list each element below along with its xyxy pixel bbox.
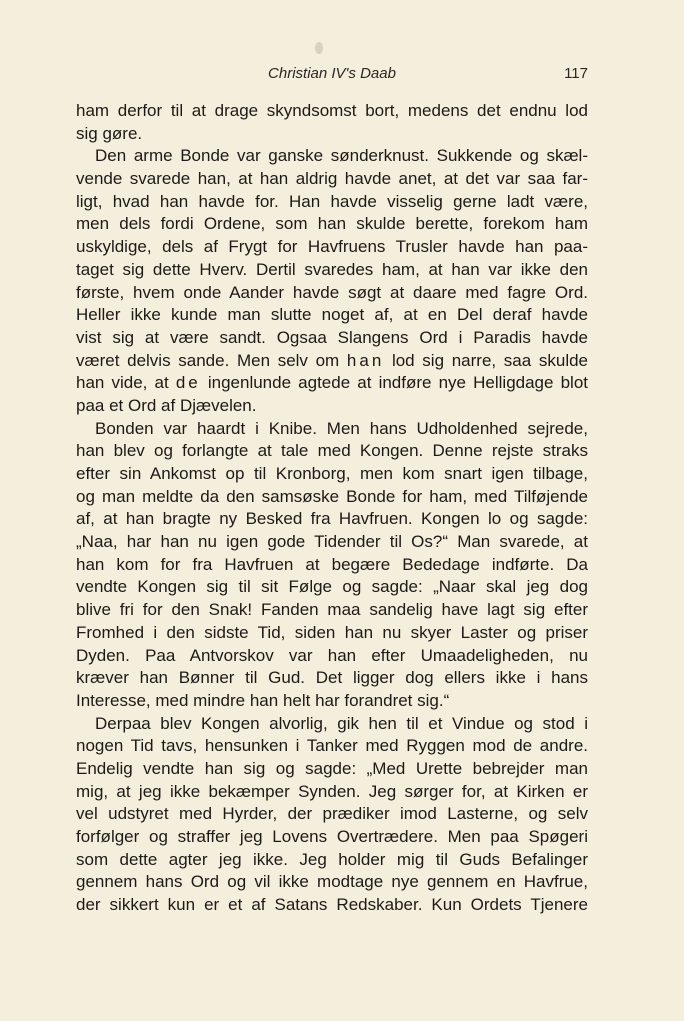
- text-line: Dyden. Paa Antvorskov var han efter Umaadeligheden, nu: [76, 645, 588, 665]
- text-line: Fromhed i den sidste Tid, siden han nu skyer Laster og priser: [76, 622, 588, 642]
- paper-speck: [313, 40, 325, 58]
- text-line: der sikkert kun er et af Satans Redskaber. Kun Ordets Tjenere: [76, 895, 588, 915]
- text-line: mig, at jeg ikke bekæmper Synden. Jeg sørger for, at Kirken er: [76, 781, 588, 801]
- emphasized-word: de: [175, 373, 201, 393]
- text-line: Den arme Bonde var ganske sønderknust. Sukkende og skæl-: [95, 146, 588, 166]
- text-line: ligt, hvad han havde for. Han havde visselig gerne ladt være,: [76, 191, 588, 211]
- text-line: efter sin Ankomst op til Kronborg, men kom snart igen tilbage,: [76, 464, 588, 483]
- text-line: han kom for fra Havfruen at begære Bededage indførte. Da: [76, 554, 588, 574]
- text-line: Interesse, med mindre han helt har forandret sig.“: [76, 690, 450, 710]
- text-line: gennem hans Ord og vil ikke modtage nye gennem en Havfrue,: [76, 872, 588, 892]
- text-line: vendte Kongen sig til sit Følge og sagde: „Naar skal jeg dog: [76, 577, 588, 597]
- text-line: første, hvem onde Aander havde søgt at daare med fagre Ord.: [76, 282, 588, 302]
- text-line: blive fri for den Snak! Fanden maa sandelig have lagt sig efter: [76, 600, 588, 620]
- text-line: taget sig dette Hverv. Dertil svaredes ham, at han var ikke den: [76, 259, 588, 279]
- text-line: af, at han bragte ny Besked fra Havfruen. Kongen lo og sagde:: [76, 509, 588, 529]
- text-line: nogen Tid tavs, hensunken i Tanker med Ryggen mod de andre.: [76, 736, 588, 756]
- text-segment: ingenlunde agtede at indføre nye Helligdage blot: [200, 373, 588, 393]
- text-segment: han vide, at: [76, 373, 176, 393]
- text-segment: lod sig narre, saa skulde: [384, 350, 589, 370]
- text-line: forfølger og straffer jeg Lovens Overtrædere. Men paa Spøgeri: [76, 827, 588, 846]
- text-line: han blev og forlangte at tale med Kongen. Denne rejste straks: [76, 441, 588, 461]
- text-line: vel udstyret med Hyrder, der prædiker imod Lasterne, og selv: [76, 804, 588, 824]
- text-line: kræver han Bønner til Gud. Det ligger dog ellers ikke i hans: [76, 668, 588, 688]
- body-text: [76, 100, 588, 917]
- emphasized-word: han: [346, 350, 385, 370]
- text-line: vende svarede han, at han aldrig havde anet, at det var saa far-: [76, 169, 588, 189]
- page-number: 117: [564, 65, 588, 82]
- text-line: sig gøre.: [76, 123, 143, 143]
- text-line: paa et Ord af Djævelen.: [76, 395, 257, 415]
- running-head: [76, 62, 588, 86]
- text-line: Bonden var haardt i Knibe. Men hans Udholdenhed sejrede,: [95, 418, 588, 438]
- text-line: uskyldige, dels af Frygt for Havfruens Trusler havde han paa-: [76, 237, 588, 257]
- text-line: Endelig vendte han sig og sagde: „Med Urette bebrejder man: [76, 758, 588, 778]
- running-title: Christian IV's Daab: [268, 65, 396, 82]
- text-line: vist sig at være sandt. Ogsaa Slangens Ord i Paradis havde: [76, 327, 588, 347]
- text-line: Derpaa blev Kongen alvorlig, gik hen til et Vindue og stod i: [95, 713, 588, 733]
- text-segment: været delvis sande. Men selv om: [76, 350, 347, 370]
- text-line: [76, 350, 588, 373]
- text-line: „Naa, har han nu igen gode Tidender til Os?“ Man svarede, at: [76, 532, 588, 552]
- text-line: Heller ikke kunde man slutte noget af, at en Del deraf havde: [76, 305, 588, 325]
- text-line: men dels fordi Ordene, som han skulde berette, forekom ham: [76, 214, 588, 234]
- text-line: og man meldte da den samsøske Bonde for ham, med Tilføjende: [76, 486, 588, 506]
- text-line: [76, 372, 588, 395]
- text-line: ham derfor til at drage skyndsomst bort, medens det endnu lod: [76, 101, 588, 120]
- text-line: som dette agter jeg ikke. Jeg holder mig til Guds Befalinger: [76, 849, 588, 869]
